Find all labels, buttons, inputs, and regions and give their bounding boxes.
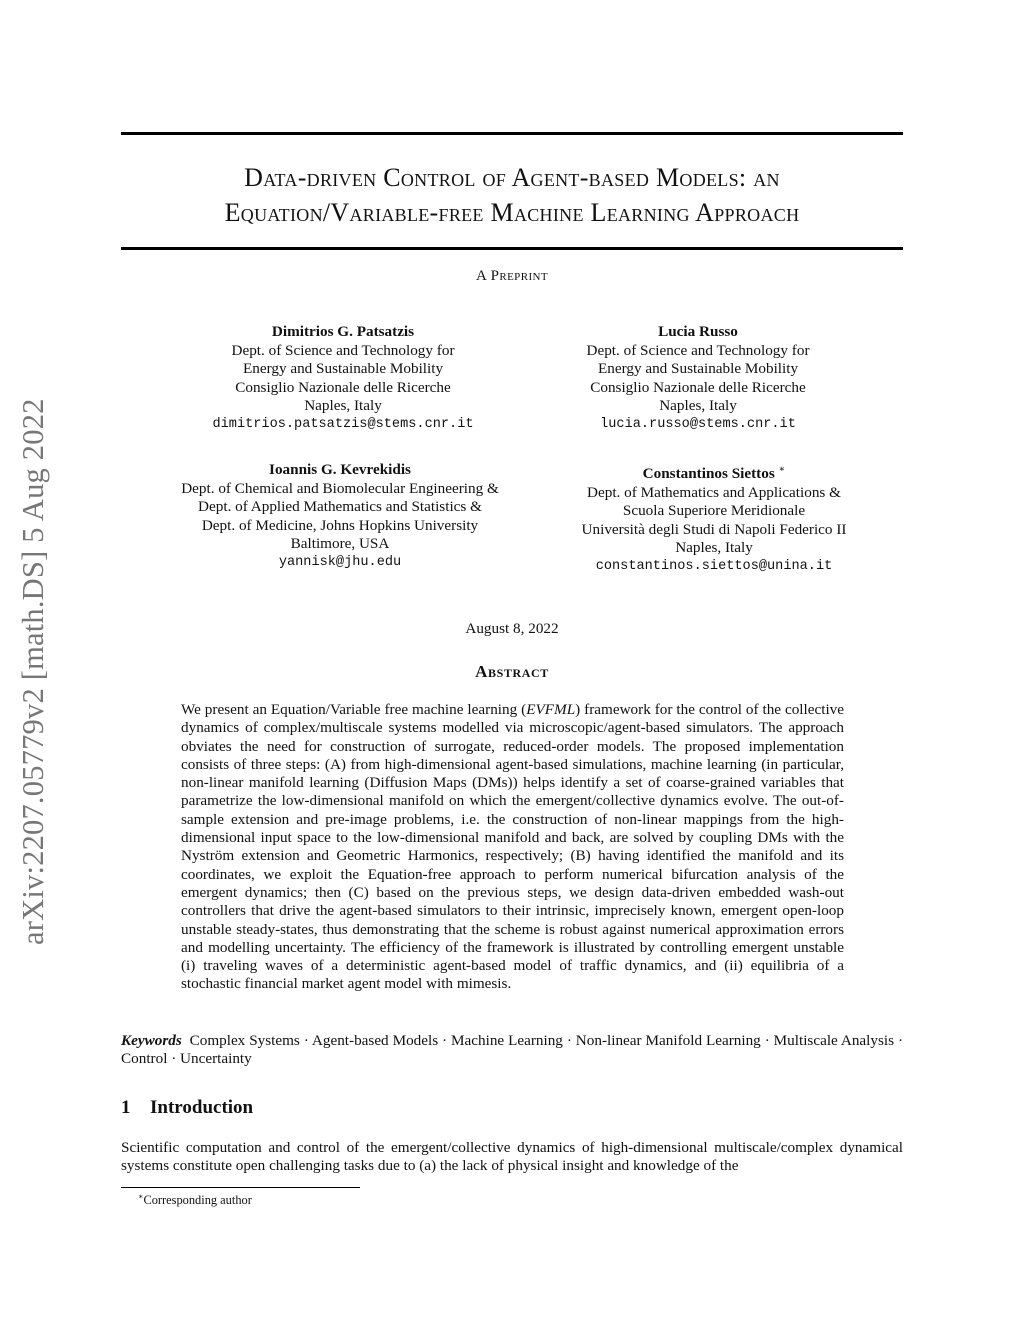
- keywords: [121, 1032, 903, 1069]
- affiliation-line: Università degli Studi di Napoli Federico II: [581, 520, 847, 538]
- abstract-text: We present an Equation/Variable free machine learning (EVFML) framework for the control of the collective dynamics of complex/multiscale systems modelled via microscopic/agent-based simulators. The approach obviates the need for construction of surrogate, reduced-order models. The proposed implementation consists of three steps: (A) from high-dimensional agent-based simulations, machine learning (in particular, non-linear manifold learning (Diffusion Maps (DMs)) helps identify a set of coarse-grained variables that parametrize the low-dimensional manifold on which the emergent/collective dynamics evolve. The out-of-sample extension and pre-image problems, i.e. the construction of non-linear mappings from the high-dimensional input space to the low-dimensional manifold and back, are solved by coupling DMs with the Nyström extension and Geometric Harmonics, respectively; (B) having identified the manifold and its coordinates, we exploit the Equation-free approach to perform numerical bifurcation analysis of the emergent dynamics; then (C) based on the previous steps, we design data-driven embedded wash-out controllers that drive the agent-based simulators to their intrinsic, imprecisely known, emergent open-loop unstable steady-states, thus demonstrating that the scheme is robust against numerical approximation errors and modelling uncertainty. The efficiency of the framework is illustrated by controlling emergent unstable (i) traveling waves of a deterministic agent-based model of traffic dynamics, and (ii) equilibria of a stochastic financial market agent model with mimesis.: [181, 701, 845, 993]
- keywords-label: Keywords: [121, 1032, 182, 1049]
- footnote-rule: [121, 1187, 360, 1188]
- abstract-heading: Abstract: [475, 662, 549, 681]
- affiliation-line: Energy and Sustainable Mobility: [242, 360, 444, 377]
- author-name: Ioannis G. Kevrekidis: [269, 461, 411, 478]
- section-number: 1: [121, 1097, 131, 1118]
- paper-title: [121, 160, 903, 230]
- author-block: [143, 323, 543, 434]
- author-name: Dimitrios G. Patsatzis: [271, 323, 415, 340]
- preprint-label: A Preprint: [476, 268, 548, 284]
- title-bottom-rule: [121, 247, 903, 250]
- author-email[interactable]: constantinos.siettos@unina.it: [595, 558, 833, 574]
- footnote-text: Corresponding author: [143, 1193, 252, 1208]
- title-top-rule: [121, 132, 903, 135]
- corresponding-author-mark[interactable]: ∗: [778, 464, 786, 475]
- footnote-mark: ∗: [138, 1192, 144, 1201]
- section-heading: [121, 1097, 253, 1119]
- section-title: Introduction: [150, 1097, 254, 1118]
- introduction-paragraph: Scientific computation and control of the emergent/collective dynamics of high-dimensional multiscale/complex dynamical systems constitute open challenging tasks due to (a) the lack of physical insight and knowledge of the: [121, 1139, 903, 1175]
- affiliation-line: Energy and Sustainable Mobility: [597, 360, 799, 377]
- publication-date: August 8, 2022: [465, 620, 559, 637]
- author-block: [498, 323, 898, 434]
- arxiv-identifier-stamp: arXiv:2207.05779v2 [math.DS] 5 Aug 2022: [16, 398, 50, 945]
- affiliation-line: Scuola Superiore Meridionale: [622, 502, 806, 520]
- affiliation-line: Naples, Italy: [659, 397, 737, 414]
- author-email[interactable]: dimitrios.patsatzis@stems.cnr.it: [212, 416, 474, 432]
- affiliation-line: Naples, Italy: [675, 539, 753, 557]
- affiliation-line: Dept. of Medicine, Johns Hopkins University: [201, 516, 479, 534]
- author-name: Constantinos Siettos ∗: [642, 464, 786, 483]
- author-block: [514, 461, 914, 576]
- title-line-2: Equation/Variable-free Machine Learning Approach: [224, 198, 800, 227]
- affiliation-line: Consiglio Nazionale delle Ricerche: [590, 378, 806, 396]
- affiliation-line: Baltimore, USA: [290, 535, 390, 552]
- footnote: [138, 1192, 252, 1208]
- affiliation-line: Naples, Italy: [304, 397, 382, 414]
- keywords-list: Complex Systems · Agent-based Models · Machine Learning · Non-linear Manifold Learning · Multiscale Analysis · Control · Uncertainty: [121, 1032, 903, 1068]
- affiliation-line: Dept. of Chemical and Biomolecular Engineering &: [181, 479, 499, 497]
- author-name: Lucia Russo: [658, 323, 738, 340]
- author-block: [140, 461, 540, 572]
- author-email[interactable]: lucia.russo@stems.cnr.it: [600, 416, 796, 432]
- affiliation-line: Dept. of Mathematics and Applications &: [587, 483, 841, 501]
- affiliation-line: Dept. of Science and Technology for: [231, 341, 455, 359]
- title-line-1: Data-driven Control of Agent-based Models: an: [244, 163, 780, 192]
- abstract-acronym: EVFML: [526, 701, 576, 718]
- affiliation-line: Dept. of Applied Mathematics and Statistics &: [198, 498, 482, 515]
- affiliation-line: Dept. of Science and Technology for: [586, 341, 810, 359]
- affiliation-line: Consiglio Nazionale delle Ricerche: [235, 378, 451, 396]
- author-email[interactable]: yannisk@jhu.edu: [278, 554, 402, 570]
